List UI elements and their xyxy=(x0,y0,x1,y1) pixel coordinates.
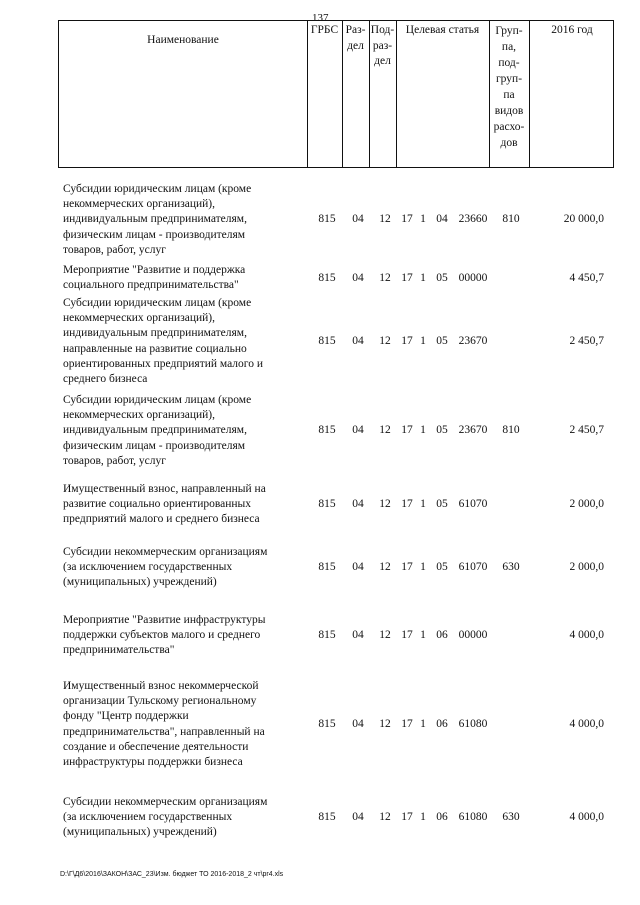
cell-grbs: 815 xyxy=(318,498,336,511)
cell-amount: 2 450,7 xyxy=(569,424,604,437)
cell-podrazdel: 12 xyxy=(379,718,391,730)
cell-razdel: 04 xyxy=(352,629,364,642)
table-row xyxy=(0,545,640,591)
cell-t2: 1 xyxy=(420,424,426,437)
cell-t3: 06 xyxy=(436,629,448,642)
cell-amount: 4 000,0 xyxy=(569,718,604,730)
file-path-footer: D:\Г\Д6\2016\ЗАКОН\ЗАС_23\Изм. бюджет ТО 2016-2018_2 чт\pr4.xls xyxy=(60,871,284,878)
cell-t2: 1 xyxy=(420,629,426,642)
header-name: Наименование xyxy=(147,34,219,46)
cell-grbs: 815 xyxy=(318,718,336,730)
cell-t3: 06 xyxy=(436,811,448,824)
table-header xyxy=(58,20,614,168)
cell-grbs: 815 xyxy=(318,271,336,284)
row-name: Субсидии некоммерческим организациям (за исключением государственных (муниципальных) учреждений) xyxy=(63,546,268,589)
cell-t4: 61070 xyxy=(458,561,488,574)
cell-grbs: 815 xyxy=(318,811,336,824)
cell-t4: 00000 xyxy=(458,271,488,284)
row-name: Имущественный взнос, направленный на развитие социально ориентированных предприятий малого и среднего бизнеса xyxy=(63,483,266,526)
cell-amount: 4 000,0 xyxy=(569,811,604,824)
cell-t4: 61070 xyxy=(458,498,488,511)
cell-t3: 06 xyxy=(436,718,448,730)
cell-t3: 05 xyxy=(436,424,448,437)
cell-razdel: 04 xyxy=(352,718,364,730)
cell-razdel: 04 xyxy=(352,561,364,574)
header-razdel: Раз- дел xyxy=(345,24,366,52)
cell-t3: 05 xyxy=(436,561,448,574)
cell-t3: 05 xyxy=(436,335,448,347)
cell-group: 630 xyxy=(502,811,520,824)
header-group: Груп- па, под- груп- па видов расхо- дов xyxy=(493,25,525,149)
table-row xyxy=(0,182,640,258)
cell-t1: 17 xyxy=(401,424,413,437)
cell-grbs: 815 xyxy=(318,213,336,226)
cell-amount: 4 000,0 xyxy=(569,629,604,642)
cell-t3: 05 xyxy=(436,271,448,284)
header-year: 2016 год xyxy=(551,24,593,36)
cell-group: 810 xyxy=(502,424,520,437)
cell-podrazdel: 12 xyxy=(379,424,391,437)
cell-t1: 17 xyxy=(401,335,413,347)
cell-t1: 17 xyxy=(401,561,413,574)
header-podrazdel: Под- раз- дел xyxy=(370,24,395,67)
table-row xyxy=(0,482,640,528)
cell-razdel: 04 xyxy=(352,213,364,226)
cell-t4: 00000 xyxy=(458,629,488,642)
cell-t1: 17 xyxy=(401,271,413,284)
table-row xyxy=(0,679,640,770)
cell-podrazdel: 12 xyxy=(379,335,391,347)
cell-amount: 2 450,7 xyxy=(569,335,604,347)
table-row xyxy=(0,613,640,659)
cell-t2: 1 xyxy=(420,561,426,574)
cell-grbs: 815 xyxy=(318,561,336,574)
cell-t4: 61080 xyxy=(458,811,488,824)
row-name: Имущественный взнос некоммерческой организации Тульскому региональному фонду "Центр поддержки предпринимательства", направленный на создание и обеспечение деятельности инфраструктуры поддержки бизнеса xyxy=(63,680,265,769)
cell-amount: 2 000,0 xyxy=(569,561,604,574)
cell-grbs: 815 xyxy=(318,335,336,347)
cell-t2: 1 xyxy=(420,213,426,226)
header-target: Целевая статья xyxy=(405,24,480,36)
cell-t3: 05 xyxy=(436,498,448,511)
cell-t1: 17 xyxy=(401,811,413,824)
cell-t1: 17 xyxy=(401,629,413,642)
cell-group: 810 xyxy=(502,213,520,226)
cell-razdel: 04 xyxy=(352,271,364,284)
cell-podrazdel: 12 xyxy=(379,561,391,574)
row-name: Субсидии юридическим лицам (кроме некоммерческих организаций), индивидуальным предпринимателям, направленные на развитие социально ориентированных предприятий малого и среднего бизнеса xyxy=(63,297,264,386)
row-name: Субсидии юридическим лицам (кроме некоммерческих организаций), индивидуальным предпринимателям, физическим лицам - производителям товаров, работ, услуг xyxy=(63,183,252,256)
cell-group: 630 xyxy=(502,561,520,574)
cell-razdel: 04 xyxy=(352,335,364,347)
cell-t4: 23670 xyxy=(458,335,488,347)
cell-podrazdel: 12 xyxy=(379,629,391,642)
table-row xyxy=(0,393,640,469)
cell-grbs: 815 xyxy=(318,629,336,642)
header-grbs: ГРБС xyxy=(310,24,339,36)
row-name: Субсидии некоммерческим организациям (за исключением государственных (муниципальных) учреждений) xyxy=(63,796,268,839)
cell-amount: 4 450,7 xyxy=(569,271,604,284)
cell-razdel: 04 xyxy=(352,811,364,824)
cell-t3: 04 xyxy=(436,213,448,226)
row-name: Мероприятие "Развитие и поддержка социального предпринимательства" xyxy=(63,264,246,292)
cell-razdel: 04 xyxy=(352,498,364,511)
cell-podrazdel: 12 xyxy=(379,213,391,226)
cell-t2: 1 xyxy=(420,811,426,824)
row-name: Субсидии юридическим лицам (кроме некоммерческих организаций), индивидуальным предпринимателям, физическим лицам - производителям товаров, работ, услуг xyxy=(63,394,252,467)
cell-razdel: 04 xyxy=(352,424,364,437)
cell-t2: 1 xyxy=(420,271,426,284)
cell-t1: 17 xyxy=(401,213,413,226)
cell-t2: 1 xyxy=(420,335,426,347)
cell-podrazdel: 12 xyxy=(379,271,391,284)
table-row xyxy=(0,263,640,293)
cell-t1: 17 xyxy=(401,718,413,730)
cell-podrazdel: 12 xyxy=(379,498,391,511)
page-number: 137 xyxy=(312,12,329,24)
cell-t4: 23660 xyxy=(458,213,488,226)
row-name: Мероприятие "Развитие инфраструктуры поддержки субъектов малого и среднего предпринимательства" xyxy=(63,614,266,657)
cell-grbs: 815 xyxy=(318,424,336,437)
cell-amount: 20 000,0 xyxy=(563,213,604,226)
cell-amount: 2 000,0 xyxy=(569,498,604,511)
cell-t2: 1 xyxy=(420,718,426,730)
cell-t4: 23670 xyxy=(458,424,488,437)
cell-podrazdel: 12 xyxy=(379,811,391,824)
table-row xyxy=(0,795,640,841)
cell-t2: 1 xyxy=(420,498,426,511)
cell-t4: 61080 xyxy=(458,718,488,730)
cell-t1: 17 xyxy=(401,498,413,511)
table-row xyxy=(0,296,640,387)
